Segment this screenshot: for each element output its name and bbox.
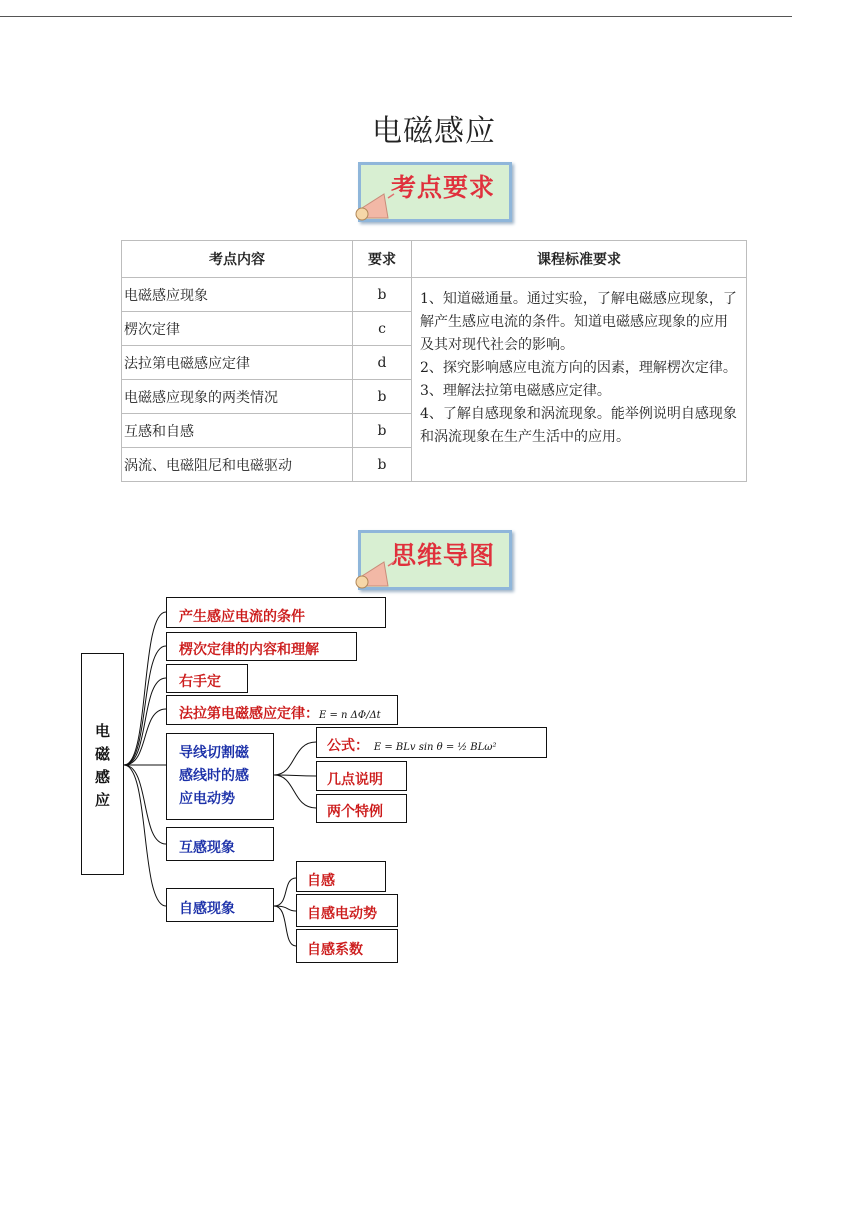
node-faraday [166, 695, 398, 725]
megaphone-icon [354, 558, 398, 594]
header-rule [0, 16, 792, 17]
header-level: 要求 [353, 241, 412, 278]
node-right-hand: 右手定 [166, 664, 248, 693]
node-cutting-formula [316, 727, 547, 758]
level-cell: c [353, 312, 412, 346]
standards-cell [412, 278, 747, 482]
banner-label: 考点要求 [390, 173, 495, 202]
megaphone-icon [354, 190, 398, 226]
standard-item: 2、探究影响感应电流方向的因素，理解楞次定律。 [420, 360, 737, 376]
node-lenz: 楞次定律的内容和理解 [166, 632, 357, 661]
node-notes: 几点说明 [316, 761, 407, 791]
standard-item: 3、理解法拉第电磁感应定律。 [420, 383, 611, 399]
node-mutual-induction: 互感现象 [166, 827, 274, 861]
standard-item: 1、知道磁通量。通过实验，了解电磁感应现象，了解产生感应电流的条件。知道电磁感应现象的应用及其对现代社会的影响。 [420, 291, 737, 353]
node-self: 自感 [296, 861, 386, 892]
level-cell: b [353, 278, 412, 312]
level-cell: b [353, 414, 412, 448]
node-special-cases: 两个特例 [316, 794, 407, 823]
cutting-formula: E = BLv sin θ = ½ BLω² [373, 742, 497, 753]
formula-label: 公式： [327, 738, 369, 754]
node-self-coefficient: 自感系数 [296, 929, 398, 963]
standard-item: 4、了解自感现象和涡流现象。能举例说明自感现象和涡流现象在生产生活中的应用。 [420, 406, 737, 445]
topic-cell: 电磁感应现象的两类情况 [122, 380, 353, 414]
banner-label: 思维导图 [390, 541, 495, 570]
mind-map [0, 590, 868, 970]
cutting-line: 应电动势 [179, 791, 235, 807]
root-char: 电 [94, 722, 110, 740]
mind-map-banner [354, 528, 510, 590]
table-row [122, 278, 747, 312]
cutting-line: 导线切割磁 [179, 745, 249, 761]
mind-map-connectors [0, 590, 868, 970]
root-char: 应 [94, 791, 110, 809]
faraday-formula: E = n ΔΦ/Δt [319, 710, 381, 721]
root-char: 磁 [94, 745, 110, 763]
level-cell: d [353, 346, 412, 380]
root-node [81, 653, 124, 875]
node-cutting [166, 733, 274, 820]
root-char: 感 [94, 768, 110, 786]
level-cell: b [353, 380, 412, 414]
topic-cell: 电磁感应现象 [122, 278, 353, 312]
node-self-induction: 自感现象 [166, 888, 274, 922]
faraday-label: 法拉第电磁感应定律： [179, 706, 319, 722]
node-self-emf: 自感电动势 [296, 894, 398, 927]
header-topic: 考点内容 [122, 241, 353, 278]
page-title: 电磁感应 [372, 114, 496, 149]
topic-cell: 互感和自感 [122, 414, 353, 448]
node-conditions: 产生感应电流的条件 [166, 597, 386, 628]
topic-cell: 楞次定律 [122, 312, 353, 346]
cutting-line: 感线时的感 [179, 768, 249, 784]
header-standard: 课程标准要求 [412, 241, 747, 278]
exam-points-banner [354, 160, 510, 222]
requirements-table [121, 240, 747, 482]
table-header-row [122, 241, 747, 278]
topic-cell: 法拉第电磁感应定律 [122, 346, 353, 380]
topic-cell: 涡流、电磁阻尼和电磁驱动 [122, 448, 353, 482]
level-cell: b [353, 448, 412, 482]
